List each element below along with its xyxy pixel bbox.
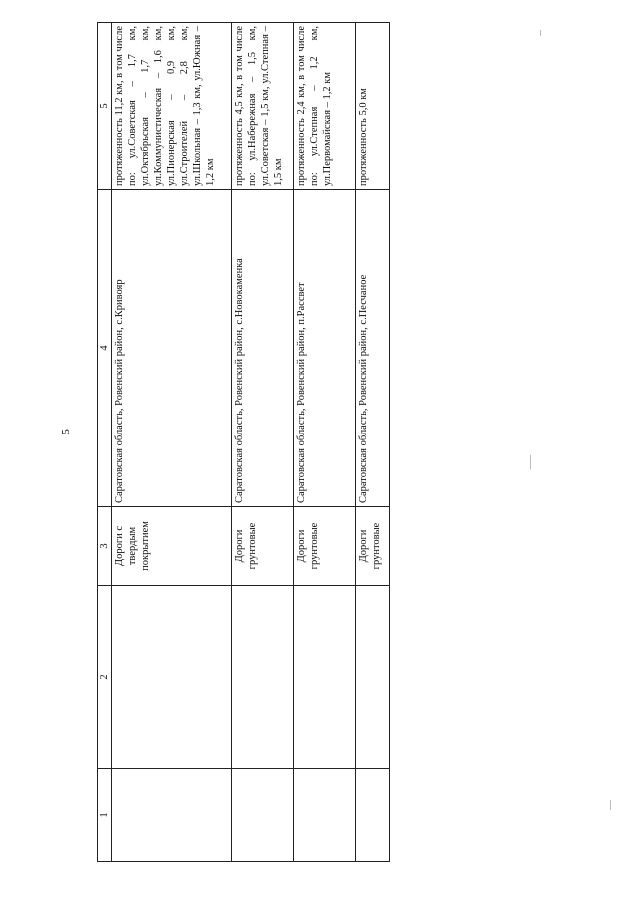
header-col-5: 5	[98, 23, 112, 190]
row-2-col-1	[232, 769, 294, 862]
row-3-col-2	[294, 586, 356, 769]
row-2-location: Саратовская область, Ровенский район, с.Новокаменка	[232, 190, 294, 507]
row-2-length: протяженность 4,5 км, в том числе по: ул.Набережная – 1,5 км, ул.Советская – 1,5 км, ул.Степная – 1,5 км	[232, 23, 294, 190]
row-4-length: протяженность 5,0 км	[356, 23, 390, 190]
row-1-road-type: Дороги с твердым покрытием	[112, 507, 232, 586]
roads-table	[97, 22, 390, 862]
row-3-col-1	[294, 769, 356, 862]
table-row	[112, 23, 232, 862]
rotated-table-container	[97, 26, 389, 862]
row-2-col-2	[232, 586, 294, 769]
row-1-location: Саратовская область, Ровенский район, с.Кривояр	[112, 190, 232, 507]
header-col-4: 4	[98, 190, 112, 507]
scan-speck	[530, 455, 531, 469]
scan-speck	[610, 800, 611, 810]
scan-speck	[540, 30, 541, 36]
table-row	[232, 23, 294, 862]
row-2-road-type: Дороги грунтовые	[232, 507, 294, 586]
row-4-col-1	[356, 769, 390, 862]
row-4-col-2	[356, 586, 390, 769]
header-col-2: 2	[98, 586, 112, 769]
row-3-length: протяженность 2,4 км, в том числе по: ул.Степная – 1,2 км, ул.Первомайская – 1,2 км	[294, 23, 356, 190]
row-1-col-1	[112, 769, 232, 862]
header-col-1: 1	[98, 769, 112, 862]
page-number: 5	[60, 429, 72, 435]
row-1-col-2	[112, 586, 232, 769]
row-4-location: Саратовская область, Ровенский район, с.Песчаное	[356, 190, 390, 507]
table-row	[356, 23, 390, 862]
row-1-length: протяженность 11,2 км, в том числе по: ул.Советская – 1,7 км, ул.Октябрьская – 1,7 км, ул.Коммунистическая – 1,6 км, ул.Пионерская – 0,9 км, ул.Строителей – 2,8 км, ул.Школьная – 1,3 км, ул.Южная – 1,2 км	[112, 23, 232, 190]
row-3-location: Саратовская область, Ровенский район, п.Рассвет	[294, 190, 356, 507]
table-row	[294, 23, 356, 862]
header-col-3: 3	[98, 507, 112, 586]
row-4-road-type: Дороги грунтовые	[356, 507, 390, 586]
table-header-row	[98, 23, 112, 862]
row-3-road-type: Дороги грунтовые	[294, 507, 356, 586]
